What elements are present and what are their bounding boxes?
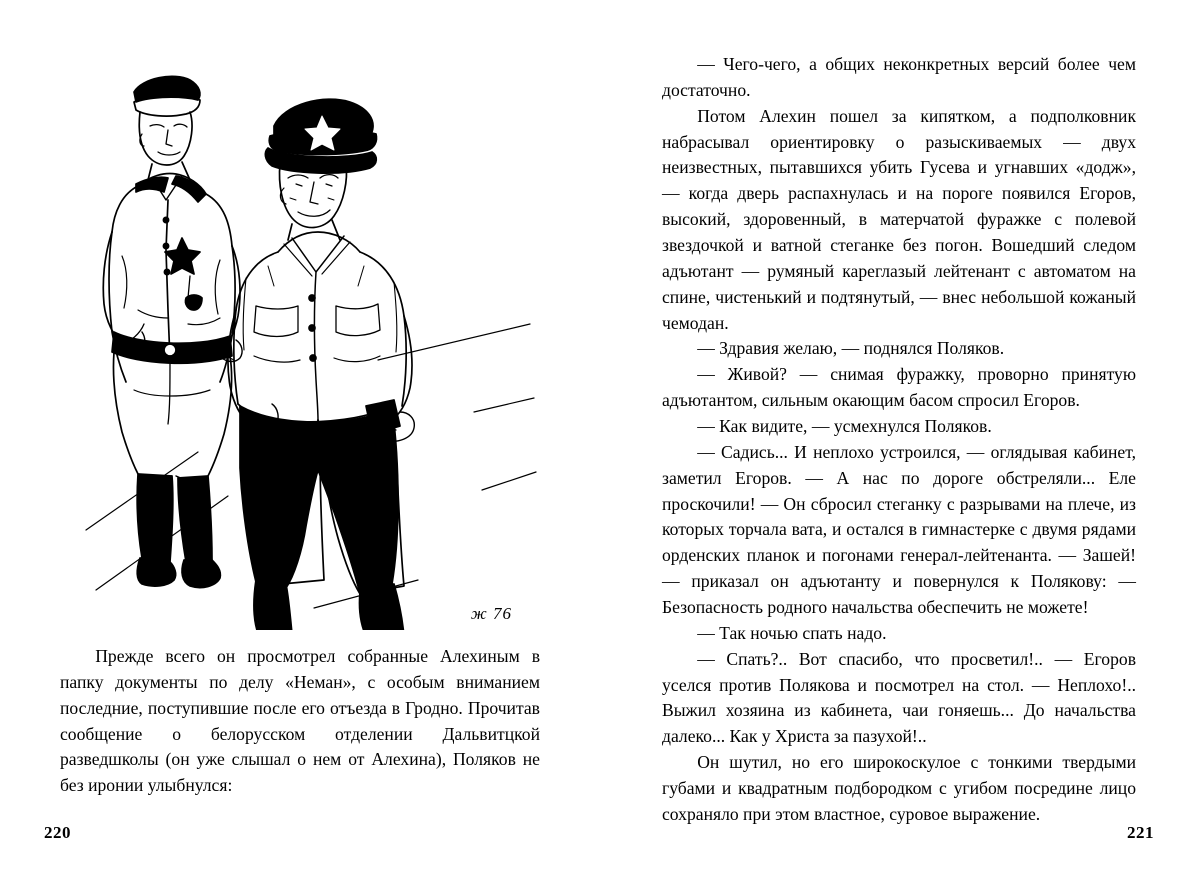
left-text-column <box>60 644 540 799</box>
paragraph: — Чего-чего, а общих неконкретных версий более чем достаточно. <box>662 54 1136 100</box>
illustration-two-soldiers <box>78 60 538 630</box>
right-body-text <box>662 52 1136 828</box>
right-text-column <box>662 52 1136 828</box>
paragraph: — Как видите, — усмехнулся Поляков. <box>697 416 992 437</box>
paragraph: Потом Алехин пошел за кипятком, а подполковник набрасывал ориентировку о разыскиваемых — двух неизвестных, пытавшихся убить Гусева и угнавших «додж», — когда дверь распахнулась и на пороге появился Егоров, высокий, здоровенный, в матерчатой фуражке с полевой звездочкой и ватной стеганке без погон. Вошедший следом адъютант — румяный кареглазый лейтенант с автоматом на спине, чистенький и подтянутый, — внес небольшой кожаный чемодан. <box>662 105 1136 333</box>
paragraph: — Спать?.. Вот спасибо, что просветил!.. — Егоров уселся против Полякова и посмотрел на стол. — Неплохо!.. Выжил хозяина из кабинета, чаи гоняешь... До начальства далеко... Как у Христа за пазухой!.. <box>662 648 1136 747</box>
page-number-left: 220 <box>44 823 71 842</box>
page-number-right: 221 <box>1127 823 1154 842</box>
paragraph: — Так ночью спать надо. <box>697 622 887 643</box>
artist-signature: ж 76 <box>470 604 512 623</box>
left-body-text <box>60 644 540 799</box>
paragraph: Он шутил, но его широкоскулое с тонкими твердыми губами и квадратным подбородком с угибом посредине лицо сохраняло при этом властное, суровое выражение. <box>662 752 1136 824</box>
paragraph: Прежде всего он просмотрел собранные Алехиным в папку документы по делу «Неман», с особым вниманием последние, поступившие после его отъезда в Гродно. Прочитав сообщение о белорусском отделении Дальвитцкой разведшколы (он уже слышал о нем от Алехина), Поляков не без иронии улыбнулся: <box>60 646 540 796</box>
paragraph: — Живой? — снимая фуражку, проворно принятую адъютантом, сильным окающим басом спросил Егоров. <box>662 364 1136 411</box>
paragraph: — Садись... И неплохо устроился, — оглядывая кабинет, заметил Егоров. — А нас по дороге обстреляли... Еле проскочили! — Он сбросил стеганку с разрывами на плече, из которых торчала вата, и остался в гимнастерке с двумя рядами орденских планок и погонами генерал-лейтенанта. — Зашей! — приказал он адъютанту и повернулся к Полякову: — Безопасность родного начальства обеспечить не можете! <box>662 441 1136 618</box>
page-right <box>600 0 1200 877</box>
paragraph: — Здравия желаю, — поднялся Поляков. <box>697 338 1005 359</box>
